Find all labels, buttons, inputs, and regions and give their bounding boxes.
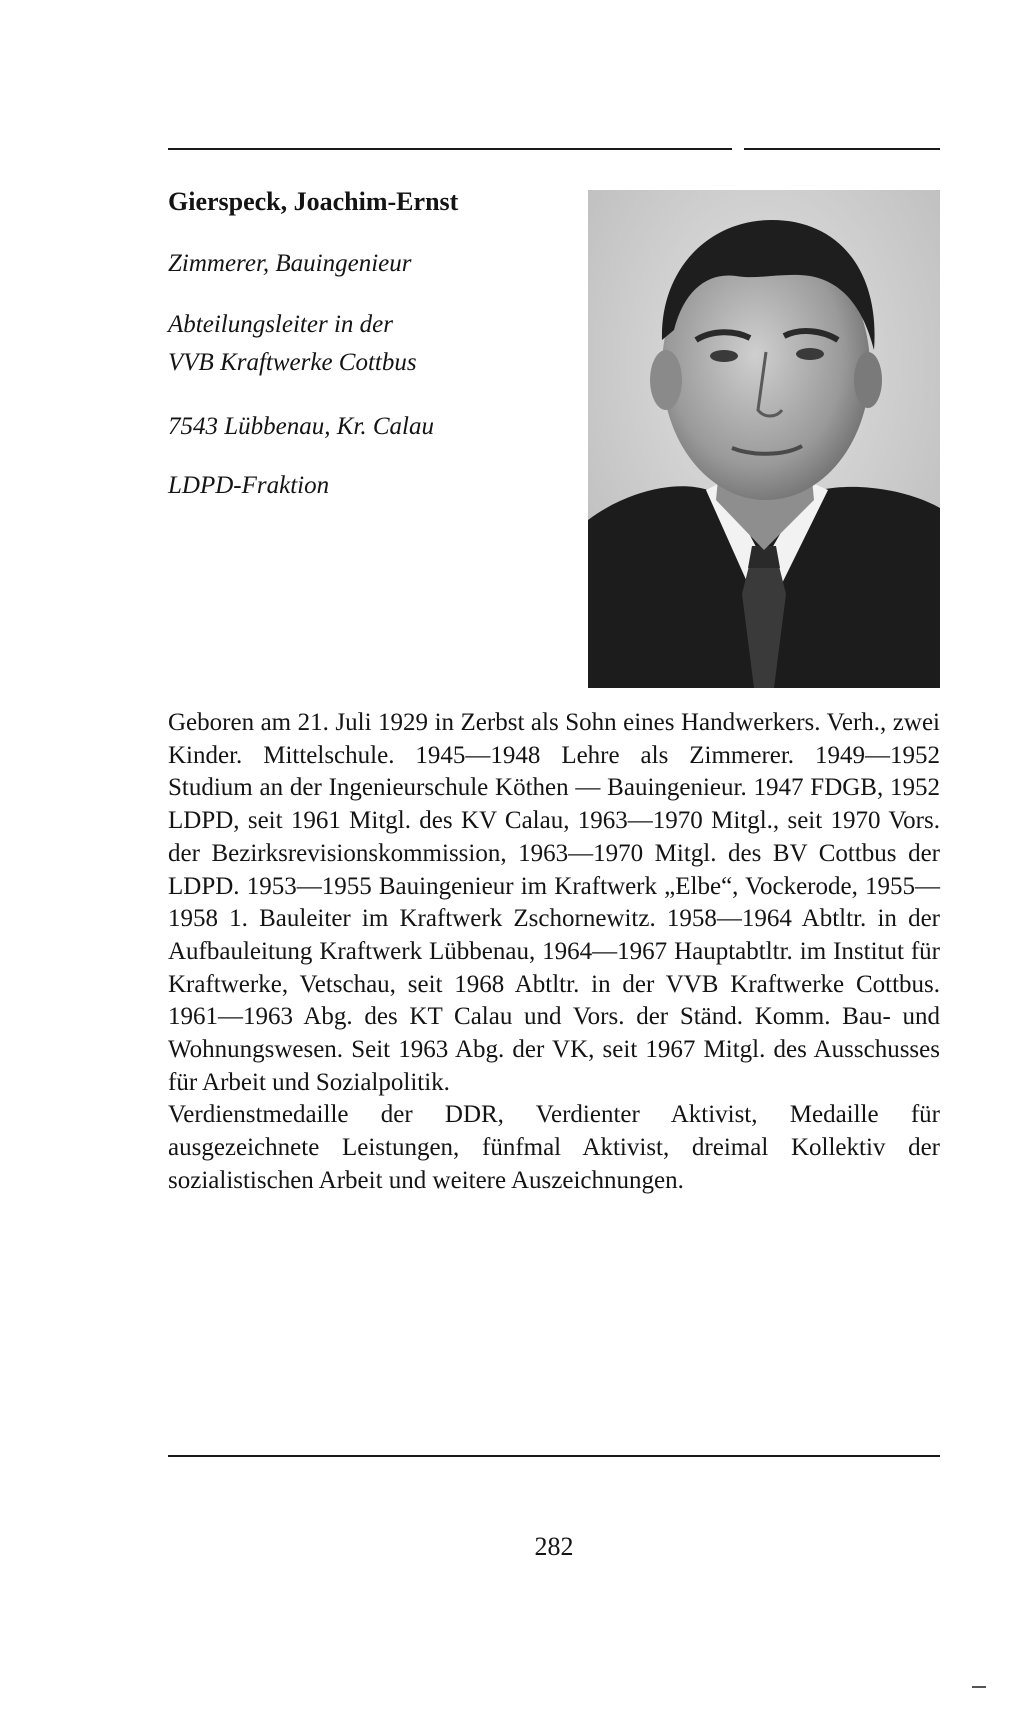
entry-faction: LDPD-Fraktion: [168, 472, 330, 499]
entry-name: Gierspeck, Joachim-Ernst: [168, 187, 459, 216]
page-number: 282: [534, 1532, 574, 1561]
top-rule-left: [168, 148, 732, 150]
entry-position-line1: Abteilungsleiter in der: [168, 311, 393, 338]
portrait-photo: [588, 190, 940, 688]
biography-block: [168, 707, 940, 1198]
entry-position-line2: VVB Kraftwerke Cottbus: [168, 349, 417, 376]
entry-address: 7543 Lübbenau, Kr. Calau: [168, 413, 435, 440]
entry-occupation: Zimmerer, Bauingenieur: [168, 250, 412, 277]
biography-text: Geboren am 21. Juli 1929 in Zerbst als Sohn eines Handwerkers. Verh., zwei Kinder. Mittelschule. 1945—1948 Lehre als Zimmerer. 1949—1952 Studium an der Ingenieurschule Köthen — Bauingenieur. 1947 FDGB, 1952 LDPD, seit 1961 Mitgl. des KV Calau, 1963—1970 Mitgl., seit 1970 Vors. der Bezirksrevisionskommission, 1963—1970 Mitgl. des BV Cottbus der LDPD. 1953—1955 Bauingenieur im Kraftwerk „Elbe“, Vockerode, 1955—1958 1. Bauleiter im Kraftwerk Zschornewitz. 1958—1964 Abtltr. in der Aufbauleitung Kraftwerk Lübbenau, 1964—1967 Hauptabtltr. im Institut für Kraftwerke, Vetschau, seit 1968 Abtltr. in der VVB Kraftwerke Cottbus. 1961—1963 Abg. des KT Calau und Vors. der Ständ. Komm. Bau- und Wohnungswesen. Seit 1963 Abg. der VK, seit 1967 Mitgl. des Ausschusses für Arbeit und Sozialpolitik.: [168, 709, 940, 1096]
bottom-rule: [168, 1455, 940, 1457]
corner-mark: [972, 1686, 986, 1688]
entry-position: [168, 306, 417, 382]
awards-text: Verdienstmedaille der DDR, Verdienter Aktivist, Medaille für ausgezeichnete Leistungen, fünfmal Aktivist, dreimal Kollektiv der sozialistischen Arbeit und weitere Auszeichnungen.: [168, 1101, 940, 1194]
top-rule-right: [744, 148, 940, 150]
portrait-photo-icon: [588, 190, 940, 688]
